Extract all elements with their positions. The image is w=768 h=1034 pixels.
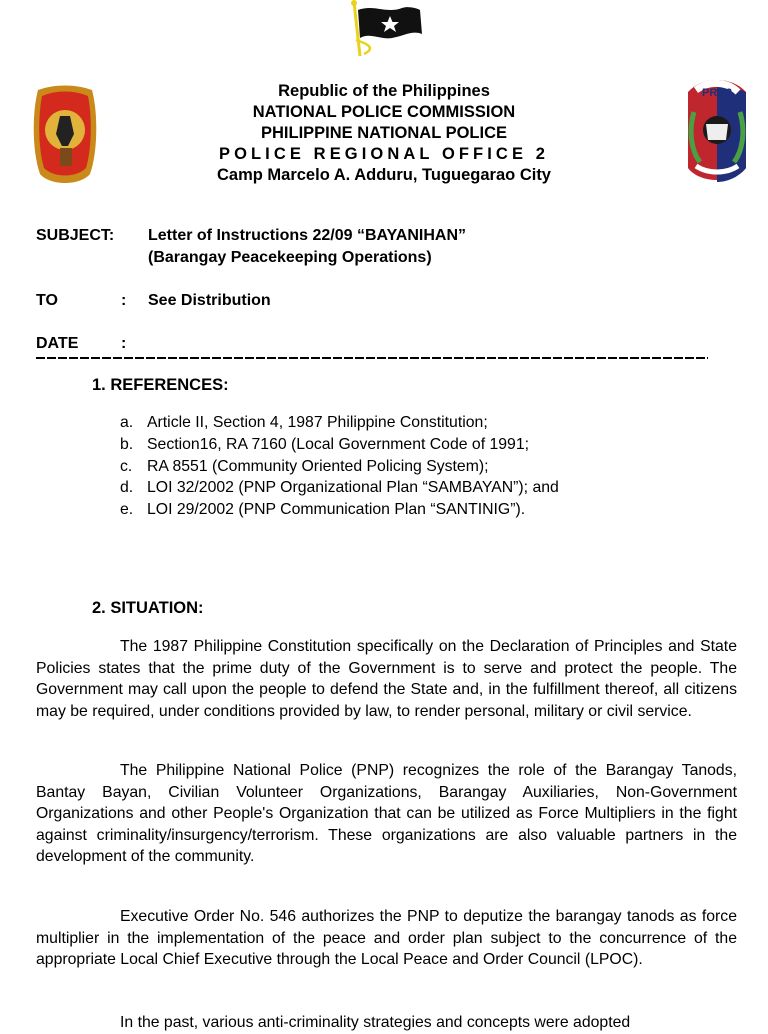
reference-text: Article II, Section 4, 1987 Philippine Constitution; [147, 414, 488, 431]
paragraph [36, 1012, 737, 1034]
paragraph-text: The Philippine National Police (PNP) recognizes the role of the Barangay Tanods, Bantay Bayan, Civilian Volunteer Organizations, Barangay Auxiliaries, Non-Government Organizations and other People's Organization that can be utilized as Force Multipliers in the fight against criminality/insurgency/terrorism. These organizations are also valuable partners in the development of the community. [36, 762, 737, 865]
paragraph-text: In the past, various anti-criminality strategies and concepts were adopted [120, 1014, 631, 1031]
header-camp-address: Camp Marcelo A. Adduru, Tuguegarao City [216, 166, 551, 184]
pro2-seal-right [682, 72, 752, 186]
reference-key: d. [120, 479, 134, 496]
to-colon: : [121, 292, 127, 309]
paragraph-text: Executive Order No. 546 authorizes the PNP to deputize the barangay tanods as force multiplier in the implementation of the peace and order plan subject to the concurrence of the appropriate Local Chief Executive through the Local Peace and Order Council (LPOC). [36, 908, 737, 968]
reference-text: RA 8551 (Community Oriented Policing System); [147, 458, 489, 475]
situation-title: 2. SITUATION: [92, 599, 204, 617]
reference-item [120, 412, 488, 433]
reference-text: LOI 32/2002 (PNP Organizational Plan “SAMBAYAN”); and [147, 479, 559, 496]
paragraph [36, 636, 737, 722]
flag-emblem [346, 0, 426, 58]
reference-item [120, 456, 489, 477]
reference-item [120, 477, 559, 498]
subject-line-1: Letter of Instructions 22/09 “BAYANIHAN” [148, 227, 466, 244]
to-value: See Distribution [148, 292, 271, 309]
paragraph [36, 760, 737, 868]
seal-right-text: PRO2 [702, 87, 732, 99]
reference-item [120, 434, 529, 455]
reference-key: e. [120, 501, 134, 518]
subject-line-2: (Barangay Peacekeeping Operations) [148, 249, 432, 266]
reference-key: c. [120, 458, 133, 475]
header-napolcom: NATIONAL POLICE COMMISSION [252, 103, 516, 121]
date-colon: : [121, 335, 127, 352]
header-regional-office: POLICE REGIONAL OFFICE 2 [218, 145, 550, 163]
reference-item [120, 499, 525, 520]
date-label: DATE [36, 335, 79, 352]
reference-text: LOI 29/2002 (PNP Communication Plan “SANTINIG”). [147, 501, 526, 518]
reference-text: Section16, RA 7160 (Local Government Code of 1991; [147, 436, 530, 453]
header-pnp: PHILIPPINE NATIONAL POLICE [261, 124, 507, 142]
paragraph-text: The 1987 Philippine Constitution specifically on the Declaration of Principles and State Policies states that the prime duty of the Government is to serve and protect the people. The Government may call upon the people to defend the State and, in the fulfillment thereof, all citizens may be required, under conditions provided by law, to render personal, military or civil service. [36, 638, 737, 720]
reference-key: b. [120, 436, 134, 453]
separator-line [36, 354, 708, 368]
header-republic: Republic of the Philippines [278, 82, 490, 100]
reference-key: a. [120, 414, 134, 431]
to-label: TO [36, 292, 58, 309]
subject-label: SUBJECT: [36, 227, 115, 244]
pnp-seal-left [30, 82, 100, 192]
references-title: 1. REFERENCES: [92, 376, 229, 394]
paragraph [36, 906, 737, 971]
